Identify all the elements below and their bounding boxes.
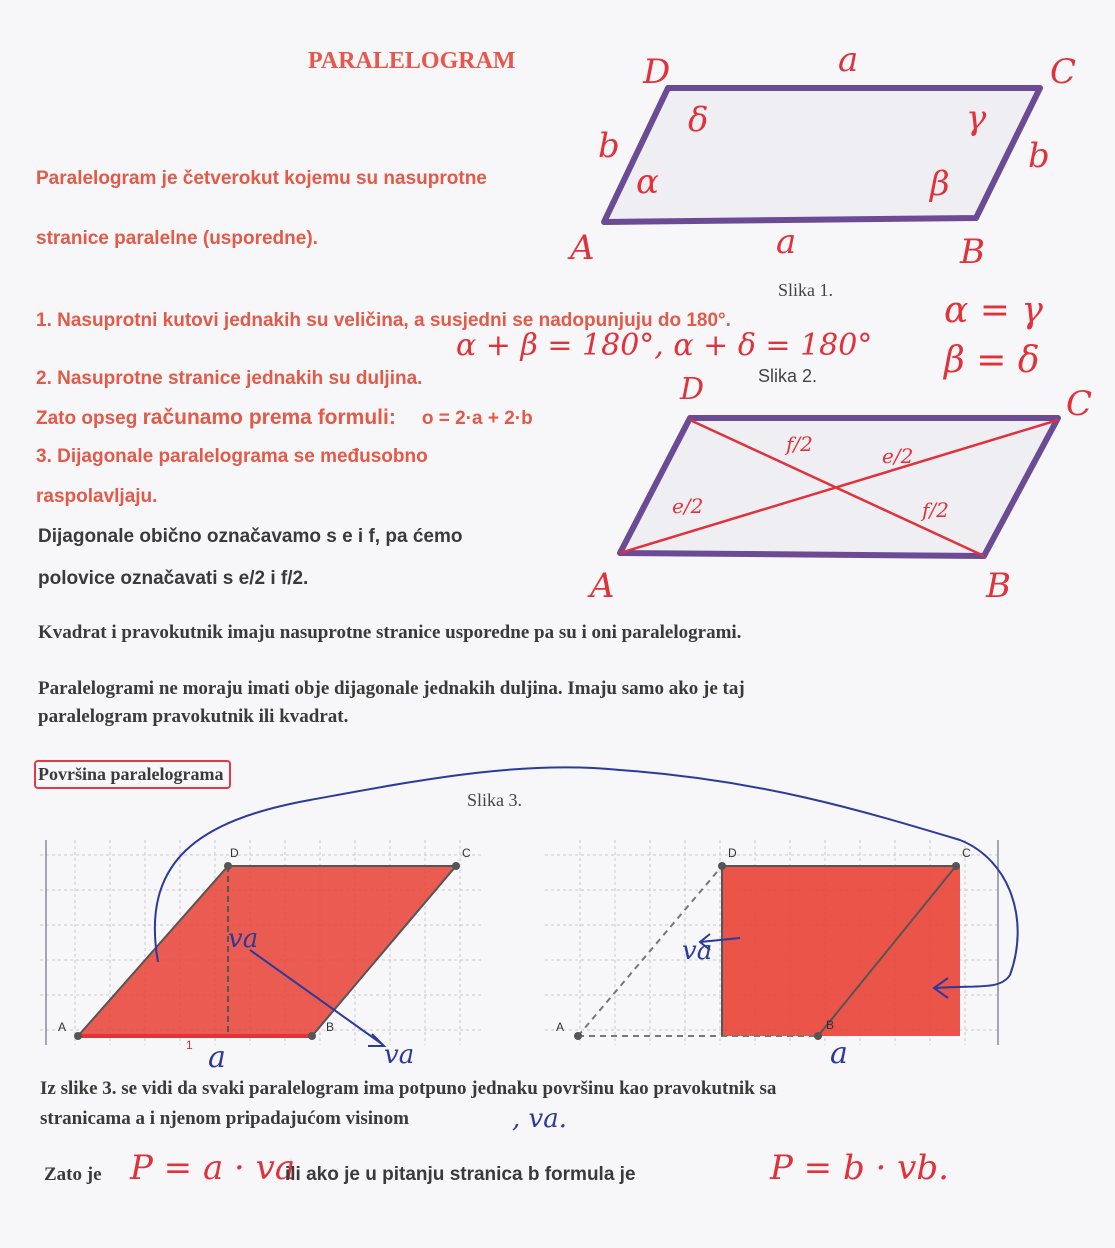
fig1-vertex-D: D bbox=[643, 52, 671, 92]
diagonals-note-line-1: Dijagonale obično označavamo s e i f, pa ćemo bbox=[38, 526, 463, 547]
handwritten-formula-a: P = a · va bbox=[130, 1148, 296, 1188]
fig3-left-label-D: D bbox=[230, 846, 239, 860]
fig1-vertex-B: B bbox=[960, 232, 985, 272]
fig2-half-f-bottom: f/2 bbox=[922, 498, 949, 522]
fig3-left-label-A: A bbox=[58, 1020, 67, 1034]
fig2-vertex-C: C bbox=[1066, 384, 1093, 424]
fig1-angle-beta: β bbox=[930, 164, 950, 204]
fig3-left-label-B: B bbox=[326, 1020, 335, 1034]
fig3-right-label-A: A bbox=[556, 1020, 565, 1034]
fig2-half-e-top: e/2 bbox=[882, 444, 914, 468]
fig2-vertex-B: B bbox=[986, 566, 1011, 606]
fig2-half-f-top: f/2 bbox=[786, 432, 813, 456]
definition-line-1: Paralelogram je četverokut kojemu su nasuprotne bbox=[36, 168, 487, 189]
diag-length-note-line-2: paralelogram pravokutnik ili kvadrat. bbox=[38, 706, 349, 727]
fig3-left-va: va bbox=[228, 924, 259, 954]
diag-length-note-line-1: Paralelogrami ne moraju imati obje dijagonale jednakih duljina. Imaju samo ako je taj bbox=[38, 678, 745, 699]
fig3-left-label-one: 1 bbox=[186, 1038, 193, 1052]
perimeter-prefix: Zato opseg bbox=[36, 408, 143, 429]
fig1-angle-alpha: α bbox=[636, 162, 659, 202]
fig3-right-label-B: B bbox=[826, 1018, 835, 1032]
diagonals-note-line-2: polovice označavati s e/2 i f/2. bbox=[38, 568, 309, 589]
property-3-line-2: raspolavljaju. bbox=[36, 486, 158, 507]
fig3-left-va-arrow-label: va bbox=[384, 1040, 415, 1070]
handwritten-va-note: , va. bbox=[512, 1104, 567, 1134]
property-3-line-1: 3. Dijagonale paralelograma se međusobno bbox=[36, 446, 428, 467]
property-1: 1. Nasuprotni kutovi jednakih su veličina, a susjedni se nadopunjuju do 180°. bbox=[36, 310, 731, 331]
fig1-side-bottom: a bbox=[776, 222, 797, 262]
fig2-half-e-bottom: e/2 bbox=[672, 494, 704, 518]
page-title: PARALELOGRAM bbox=[308, 48, 516, 74]
fig2-vertex-D: D bbox=[680, 372, 705, 407]
fig1-side-right: b bbox=[1028, 136, 1050, 176]
conclusion-line-1: Iz slike 3. se vidi da svaki paralelogram ima potpuno jednaku površinu kao pravokutnik sa bbox=[40, 1078, 777, 1099]
formula-prefix: Zato je bbox=[44, 1164, 102, 1185]
fig3-right-label-C: C bbox=[962, 846, 971, 860]
fig1-vertex-C: C bbox=[1050, 52, 1077, 92]
fig3-left-label-C: C bbox=[462, 846, 471, 860]
definition-line-2: stranice paralelne (usporedne). bbox=[36, 228, 318, 249]
fig2-vertex-A: A bbox=[590, 566, 615, 606]
caption-slika-3: Slika 3. bbox=[467, 790, 523, 810]
figure-3-right-rectangle bbox=[574, 862, 960, 1040]
formula-middle: ili ako je u pitanju stranica b formula je bbox=[285, 1164, 636, 1185]
fig1-side-top: a bbox=[838, 40, 859, 80]
fig3-right-va: va bbox=[682, 936, 713, 966]
fig3-right-a: a bbox=[830, 1036, 848, 1071]
square-note: Kvadrat i pravokutnik imaju nasuprotne stranice usporedne pa su i oni paralelogrami. bbox=[38, 622, 742, 643]
perimeter-formula: o = 2·a + 2·b bbox=[421, 408, 533, 429]
caption-slika-1: Slika 1. bbox=[778, 280, 834, 300]
area-heading: Površina paralelograma bbox=[34, 760, 231, 789]
figure-2-parallelogram bbox=[620, 418, 1058, 556]
fig1-vertex-A: A bbox=[570, 228, 595, 268]
caption-slika-2: Slika 2. bbox=[758, 366, 818, 386]
fig1-angle-gamma: γ bbox=[966, 98, 987, 138]
angle-eq-1: α = γ bbox=[944, 290, 1043, 331]
property-2: 2. Nasuprotne stranice jednakih su duljina. bbox=[36, 368, 423, 389]
fig1-angle-delta: δ bbox=[688, 100, 709, 140]
fig3-right-label-D: D bbox=[728, 846, 737, 860]
fig3-left-a: a bbox=[208, 1040, 226, 1075]
handwritten-formula-b: P = b · vb. bbox=[770, 1148, 949, 1188]
angle-sums: α + β = 180°, α + δ = 180° bbox=[456, 328, 873, 363]
angle-eq-2: β = δ bbox=[944, 340, 1040, 381]
fig1-side-left: b bbox=[598, 126, 620, 166]
conclusion-line-2: stranicama a i njenom pripadajućom visinom bbox=[40, 1108, 409, 1129]
perimeter-middle: računamo prema formuli: bbox=[142, 406, 396, 429]
